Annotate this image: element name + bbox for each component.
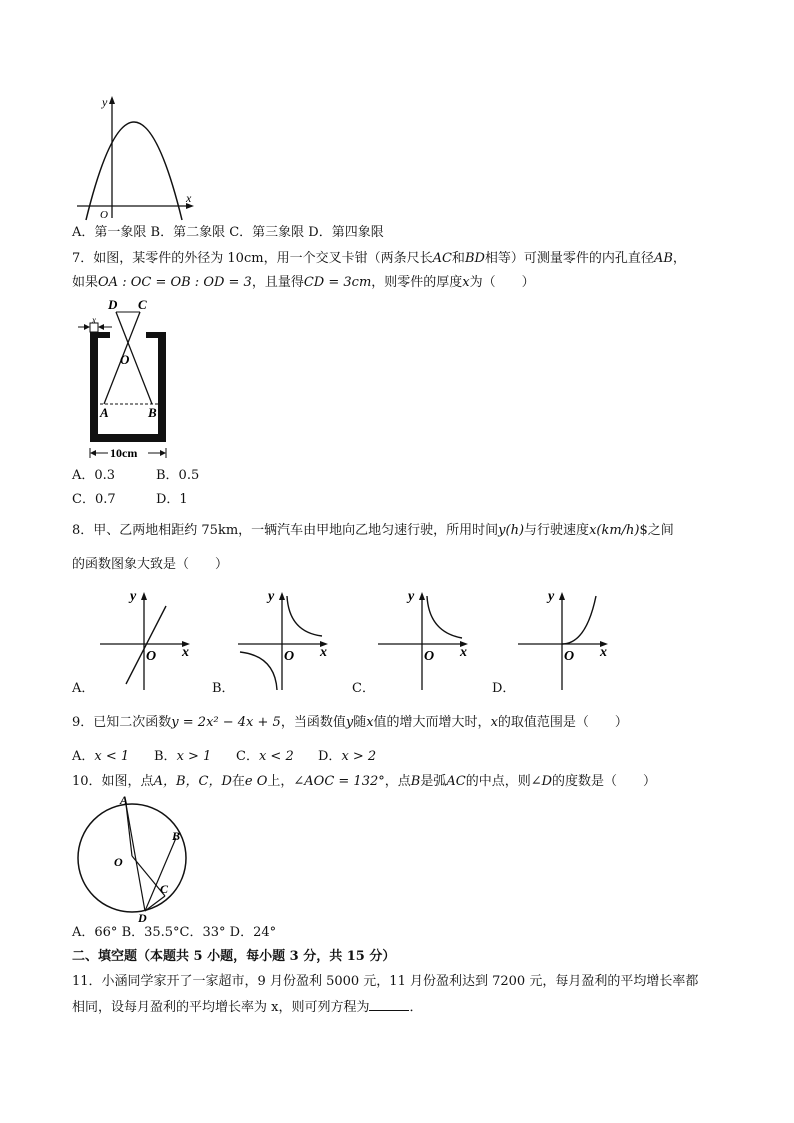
q10-circle-figure xyxy=(72,796,192,922)
q7-caliper-figure xyxy=(74,296,184,462)
q11-line2: 相同，设每月盈利的平均增长率为 x，则可列方程为 ． xyxy=(72,1000,423,1015)
q10-fig-b: B xyxy=(172,829,181,843)
q7-fig-b: B xyxy=(148,405,157,420)
q8-line1: 8．甲、乙两地相距约 75km，一辆汽车由甲地向乙地匀速行驶，所用时间y(h)与行驶速度x(km/h)$之间 xyxy=(72,523,674,538)
q9-option-c: C．x < 2 xyxy=(236,749,294,764)
q8-c-x-label: x xyxy=(460,645,467,660)
q8-line2: 的函数图象大致是（ ） xyxy=(72,557,229,572)
q9-option-a: A．x < 1 xyxy=(72,749,130,764)
q7-fig-o: O xyxy=(120,352,130,367)
q6-options: A．第一象限 B．第二象限 C．第三象限 D．第四象限 xyxy=(72,225,384,240)
q8-graph-c xyxy=(376,586,476,694)
q10-fig-a: A xyxy=(120,796,129,807)
q9-option-d: D．x > 2 xyxy=(318,749,377,764)
q6-x-label: x xyxy=(186,191,192,205)
q9-option-b: B．x > 1 xyxy=(154,749,212,764)
q7-option-a: A．0.3 xyxy=(72,468,116,483)
q8-c-origin-label: O xyxy=(424,649,435,664)
q7-fig-c: C xyxy=(138,297,147,312)
q8-d-origin-label: O xyxy=(564,649,575,664)
q10-fig-d: D xyxy=(138,911,147,922)
q11-answer-blank[interactable] xyxy=(369,998,409,1011)
q7-line1: 7．如图，某零件的外径为 10cm，用一个交叉卡钳（两条尺长AC和BD相等）可测量零件的内孔直径AB， xyxy=(72,251,686,266)
q11-line1: 11．小涵同学家开了一家超市，9 月份盈利 5000 元，11 月份盈利达到 7200 元，每月盈利的平均增长率都 xyxy=(72,974,699,989)
q7-option-d: D．1 xyxy=(156,492,188,507)
q6-parabola-figure xyxy=(72,92,202,222)
q7-fig-width: 10cm xyxy=(110,446,138,460)
q8-b-origin-label: O xyxy=(284,649,295,664)
q10-fig-c: C xyxy=(160,882,169,896)
q7-line2: 如果OA : OC = OB : OD = 3，且量得CD = 3cm，则零件的厚度x为（ ） xyxy=(72,275,535,290)
q9-stem: 9．已知二次函数y = 2x² − 4x + 5，当函数值y随x值的增大而增大时，x的取值范围是（ ） xyxy=(72,715,628,730)
q8-graph-b xyxy=(236,586,336,694)
q7-option-b: B．0.5 xyxy=(156,468,200,483)
q8-c-y-label: y xyxy=(408,589,415,604)
q8-a-x-label: x xyxy=(182,645,189,660)
q8-b-y-label: y xyxy=(268,589,275,604)
q8-b-x-label: x xyxy=(320,645,327,660)
q7-fig-x: x xyxy=(92,315,96,325)
q10-options: A．66° B．35.5°C．33° D．24° xyxy=(72,925,277,940)
q8-d-x-label: x xyxy=(600,645,607,660)
q8-graph-a xyxy=(98,586,198,694)
q8-option-d: D． xyxy=(492,681,516,696)
q8-option-c: C． xyxy=(352,681,375,696)
q8-option-b: B． xyxy=(212,681,235,696)
q7-option-c: C．0.7 xyxy=(72,492,116,507)
q8-option-a: A． xyxy=(72,681,95,696)
q7-fig-a: A xyxy=(100,405,109,420)
q6-y-label: y xyxy=(102,95,108,109)
q8-a-origin-label: O xyxy=(146,649,157,664)
q8-graph-d xyxy=(516,586,616,694)
q8-a-y-label: y xyxy=(130,589,137,604)
q6-origin-label: O xyxy=(100,209,108,221)
section-fill-in-title: 二、填空题（本题共 5 小题，每小题 3 分，共 15 分） xyxy=(72,949,396,964)
q10-fig-o: O xyxy=(114,855,123,869)
q10-stem: 10．如图，点A，B，C，D在e O上，∠AOC = 132°，点B是弧AC的中点，则∠D的度数是（ ） xyxy=(72,774,657,789)
q8-d-y-label: y xyxy=(548,589,555,604)
q7-fig-d: D xyxy=(108,297,118,312)
